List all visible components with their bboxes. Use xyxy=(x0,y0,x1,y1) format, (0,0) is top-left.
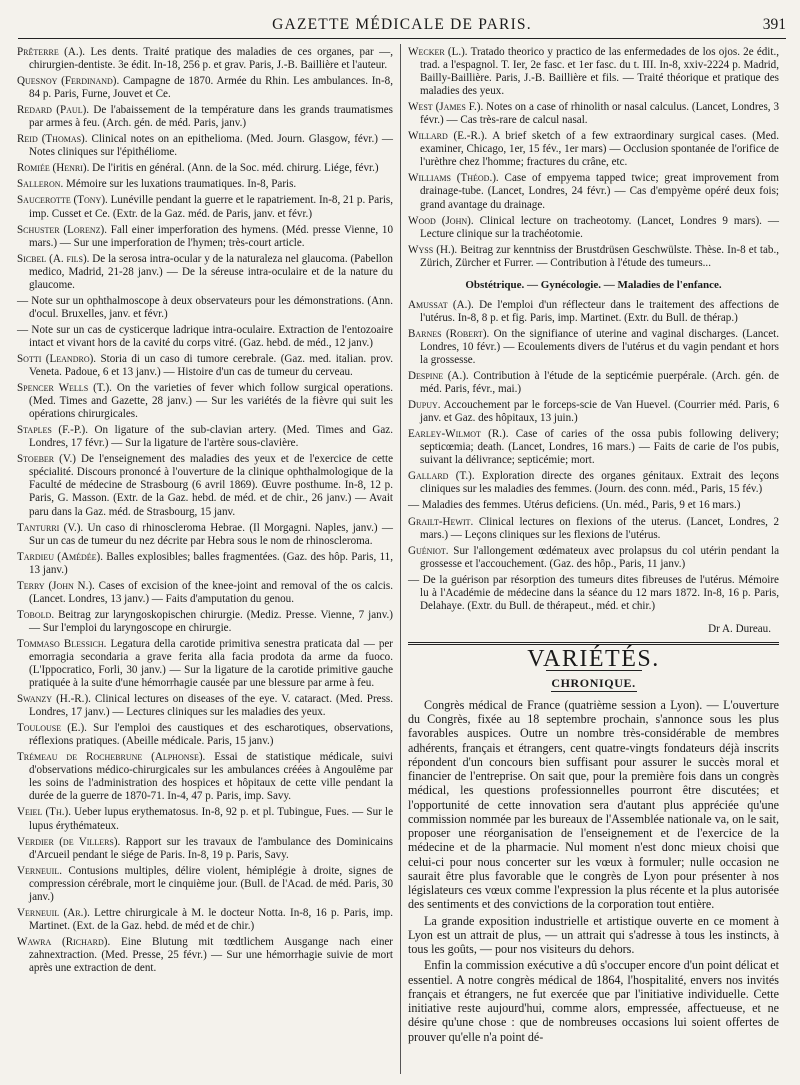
chronique-underline xyxy=(551,691,637,692)
bibliography-entry xyxy=(17,382,393,421)
entry-author: Wood (John). xyxy=(408,214,474,227)
entry-author: Sotti (Leandro). xyxy=(17,352,97,365)
entry-author: Willard (E.-R.). xyxy=(408,130,488,143)
column-divider xyxy=(400,44,401,1074)
entry-author: Trémeau de Rochebrune (Alphonse). xyxy=(17,751,206,764)
entry-author: Spencer Wells (T.). xyxy=(17,382,112,395)
bibliography-entry xyxy=(408,428,779,467)
bibliography-entry xyxy=(17,194,393,220)
entry-text: — Maladies des femmes. Utérus deficiens. (Un. méd., Paris, 9 et 16 mars.) xyxy=(408,499,741,512)
bibliography-entry xyxy=(408,46,779,98)
entry-text: De l'iritis en général. (Ann. de la Soc. méd. chirurg. Liége, févr.) xyxy=(89,162,379,175)
right-entries-bottom xyxy=(408,299,779,613)
bibliography-entry xyxy=(408,328,779,367)
entry-text: Campagne de 1870. Armée du Rhin. Les ambulances. In-8, 84 p. Paris, Furne, Jouvet et Ce. xyxy=(29,75,393,101)
entry-text: Clinical notes on an epithelioma. (Med. Journ. Glasgow, févr.) — Notes cliniques sur l'épithéliome. xyxy=(29,133,393,159)
entry-text: On ligature of the sub-clavian artery. (Med. Times and Gaz. Londres, 17 févr.) — Sur la ligature de l'artère sous-clavière. xyxy=(29,424,393,450)
bibliography-entry xyxy=(408,370,779,396)
entry-text: Case of caries of the ossa pubis following delivery; septicœmia; death. (Lancet, Londres, 16 mars.) — Faits de carie de l'os pubis, suivant la délivrance; septicémie; mort. xyxy=(420,428,779,467)
bibliography-entry xyxy=(17,638,393,690)
right-entries-top xyxy=(408,46,779,270)
entry-text: De l'abaissement de la température dans les grands traumatismes par armes à feu. (Arch. gén. de méd. Paris, janv.) xyxy=(29,104,393,130)
bibliography-entry xyxy=(408,215,779,241)
chronique-paragraph: Congrès médical de France (quatrième session a Lyon). — L'ouverture du Congrès, fixée au 18 septembre prochain, s'annonce sous les plus favorables auspices. Outre un nombre très-considérable de membres adhérents, français et étrangers, cent quatre-vingts fondateurs déjà inscrits répondent d'un concours bien suffisant pour assurer le succès moral et financier de l'entreprise. On sait que, pour la première fois dans un congrès médical, les questions professionnelles pourront être discutées; et l'opportunité de cette innovation sera d'autant plus appréciée qu'une commission nommée par les bureaux de l'Assemblée nationale va, on le sait, proposer une réorganisation de l'enseignement et de l'exercice de la médecine et de la pharmacie. Nul moment n'est donc mieux choisi que celui-ci pour nous concerter sur les vœux à formuler; nulle occasion ne saurait être plus favorable que le congrès de Lyon pour présenter à nos législateurs ces vœux comme l'expression la plus récente et la plus autorisée des sentiments et des convictions de la corporation tout entière. xyxy=(408,697,779,912)
entry-author: Williams (Théod.). xyxy=(408,172,499,185)
bibliography-entry xyxy=(408,101,779,127)
entry-text: A brief sketch of a few extraordinary surgical cases. (Med. examiner, Chicago, 1er, 15 fév., 1er mars) — Occlusion spontanée de l'orifice de l'urèthre chez l'homme; fractures du crâne, etc. xyxy=(420,130,779,169)
chronique-paragraph: La grande exposition industrielle et artistique ouverte en ce moment à Lyon est un attrait de plus, — un attrait qui s'adresse à tous les instincts, à tous les goûts, — pour nos visiteurs du dehors. xyxy=(408,913,779,957)
entry-text: Notes on a case of rhinolith or nasal calculus. (Lancet, Londres, 3 févr.) — Cas très-rare de calcul nasal. xyxy=(420,101,779,127)
entry-author: Verneuil. xyxy=(17,864,62,877)
entry-text: Sur l'allongement œdémateux avec prolapsus du col utérin pendant la grossesse et l'accouchement. (Gaz. des hôp., Paris, 11 janv.) xyxy=(420,544,779,570)
section-rule xyxy=(408,642,779,645)
bibliography-entry xyxy=(17,46,393,72)
entry-author: Earley-Wilmot (R.). xyxy=(408,428,509,441)
bibliography-entry xyxy=(17,722,393,748)
bibliography-entry xyxy=(408,399,779,425)
bibliography-entry xyxy=(17,806,393,832)
entry-author: Reid (Thomas). xyxy=(17,133,88,146)
entry-author: Stoeber (V.) xyxy=(17,453,76,466)
entry-text: De l'emploi d'un réflecteur dans le traitement des affections de l'utérus. In-8, 8 p. et fig. Paris, imp. Martinet. (Extr. du Bull. de thérap.) xyxy=(420,298,779,324)
bibliography-entry xyxy=(408,574,779,613)
entry-text: De l'enseignement des maladies des yeux et de l'exercice de cette spécialité. Discours prononcé à l'ouverture de la clinique ophthalmologique de la Faculté de médecine de Strasbourg (6 avril 1869). Œuvre posthume. In-8, 12 p. Paris, G. Masson. (Extr. de la Gaz. hebd. de méd. et de chir., 26 janv.) — Avait paru dans la Gaz. méd. de Strasbourg, 15 janv. xyxy=(29,453,393,518)
entry-text: Legatura della carotide primitiva senestra praticata dal — per emorragia secondaria a grave ferita alla facia prodota da arme da fuoco. (L'Ippocratico, Forli, 30 janv.) — Sur la ligature de la carotide primitive gauche pratiquée à la suite d'une hémorrhagie causée par une blessure par arme à feu. xyxy=(29,637,394,690)
bibliography-entry xyxy=(408,172,779,211)
bibliography-entry xyxy=(408,545,779,571)
bibliography-entry xyxy=(408,499,779,512)
bibliography-entry xyxy=(17,865,393,904)
varietes-title: VARIÉTÉS. xyxy=(527,645,660,672)
entry-text: Contribution à l'étude de la septicémie puerpérale. (Arch. gén. de méd. Paris, févr., mai.) xyxy=(420,370,779,396)
bibliography-entry xyxy=(17,936,393,975)
bibliography-entry xyxy=(17,424,393,450)
journal-title: GAZETTE MÉDICALE DE PARIS. xyxy=(272,16,532,33)
entry-text: Tratado theorico y practico de las enfermedades de los ojos. 2e édit., trad. a l'espagnol. T. Ier, 2e fasc. et 1er fasc. du t. III. In-8, xxiv-2224 p. Madrid, Bailly-Baillière. Paris, J.-B. Baillière et fils. — Traité théorique et pratique des maladies des yeux. xyxy=(420,46,779,98)
bibliography-entry xyxy=(17,224,393,250)
entry-author: Prêterre (A.). xyxy=(17,46,86,58)
entry-text: Exploration directe des organes génitaux. Extrait des leçons cliniques sur les maladies des femmes. (Journ. des conn. méd., Paris, 15 fév.) xyxy=(420,470,779,496)
entry-author: West (James F.). xyxy=(408,101,484,114)
bibliography-entry xyxy=(17,133,393,159)
bibliography-entry xyxy=(17,751,393,803)
entry-text: Accouchement par le forceps-scie de Van Huevel. (Courrier méd. Paris, 6 janv. et Gaz. des hôpitaux, 13 juin.) xyxy=(420,399,779,425)
entry-text: Cases of excision of the knee-joint and removal of the os calcis. (Lancet. Londres, 13 janv.) — Faits d'amputation du genou. xyxy=(29,579,393,605)
bibliography-entry xyxy=(17,353,393,379)
entry-text: Rapport sur les travaux de l'ambulance des Dominicains d'Arcueil pendant le siége de Paris. In-8, 19 p. Paris, Savy. xyxy=(29,835,393,861)
entry-author: Romiée (Henri). xyxy=(17,162,90,175)
chronique-title: CHRONIQUE. xyxy=(551,675,636,690)
entry-author: Tobold. xyxy=(17,608,55,621)
entry-text: Les dents. Traité pratique des maladies de ces organes, par —, chirurgien-dentiste. 3e édit. In-18, 256 p. et grav. Paris, J.-B. Baillière et l'auteur. xyxy=(29,46,393,72)
entry-text: — De la guérison par résorption des tumeurs dites fibreuses de l'utérus. Mémoire lu à l'Académie de médecine dans la séance du 12 mars 1872. In-8, 16 p. Paris, Delahaye. (Extr. du Bull. de thérapeut., méd. et chir.) xyxy=(408,573,779,612)
entry-text: Balles explosibles; balles fragmentées. (Gaz. des hôp. Paris, 11, 13 janv.) xyxy=(29,550,393,576)
entry-text: On the varieties of fever which follow surgical operations. (Med. Times and Gazette, 28 janv.) — Sur les variétés de la fièvre qui suit les opérations chirurgicales. xyxy=(29,382,393,421)
entry-text: Lunéville pendant la guerre et le rapatriement. In-8, 21 p. Paris, imp. Cusset et Ce. (Extr. de la Gaz. méd. de Paris, janv. et févr.) xyxy=(29,194,393,220)
bibliography-entry xyxy=(408,516,779,542)
page-number: 391 xyxy=(762,16,786,33)
entry-author: Grailt-Hewit. xyxy=(408,515,474,528)
entry-author: Redard (Paul). xyxy=(17,104,90,117)
page-header xyxy=(18,14,786,39)
entry-author: Despine (A.). xyxy=(408,370,469,383)
bibliography-entry xyxy=(408,130,779,169)
entry-text: — Note sur un ophthalmoscope à deux observateurs pour les démonstrations. (Ann. d'ocul. Bruxelles, janv. et févr.) xyxy=(17,294,393,320)
entry-text: Lettre chirurgicale à M. le docteur Notta. In-8, 16 p. Paris, imp. Martinet. (Ext. de la Gaz. hebd. de méd et de chir.) xyxy=(29,906,393,932)
entry-text: De la serosa intra-ocular y de la naturaleza nel glaucoma. (Pabellon medico, Madrid, 21-28 janv.) — De la séreuse intra-oculaire et de la nature du glaucome. xyxy=(29,252,393,291)
entry-author: Swanzy (H.-R.). xyxy=(17,693,91,706)
bibliography-entry xyxy=(17,324,393,350)
entry-author: Wawra (Richard). xyxy=(17,935,111,948)
bibliography-entry xyxy=(17,104,393,130)
bibliography-entry xyxy=(17,836,393,862)
entry-author: Tanturri (V.). xyxy=(17,521,84,534)
entry-author: Verneuil (Ar.). xyxy=(17,906,90,919)
bibliography-entry xyxy=(17,75,393,101)
bibliography-entry xyxy=(17,580,393,606)
entry-author: Gallard (T.). xyxy=(408,470,475,483)
entry-text: Beitrag zur kenntniss der Brustdrüsen Geschwülste. Thèse. In-8 et tab., Zürich, Zürcher et Furrer. — Contribution à l'étude des tumeurs... xyxy=(420,243,779,269)
bibliography-entry xyxy=(17,253,393,292)
entry-text: Storia di un caso di tumore cerebrale. (Gaz. med. italian. prov. Veneta. Padoue, 6 et 13 janv.) — Histoire d'un cas de tumeur du cerveau. xyxy=(29,352,393,379)
entry-author: Saucerotte (Tony). xyxy=(17,194,108,207)
bibliography-entry xyxy=(17,162,393,175)
bibliography-entry xyxy=(17,522,393,548)
right-column xyxy=(408,46,779,1046)
entry-author: Barnes (Robert). xyxy=(408,327,490,340)
entry-author: Sicbel (A. fils). xyxy=(17,252,90,265)
bibliography-entry xyxy=(408,244,779,270)
entry-author: Schuster (Lorenz). xyxy=(17,223,107,236)
chronique-paragraph: Enfin la commission exécutive a dû s'occuper encore d'un point délicat et essentiel. A notre congrès médical de 1864, l'hospitalité, envers nos invités français et étrangers, ne fut exercée que par l'initiative individuelle. Cette initiative reste aujourd'hui, comme alors, empressée, affectueuse, et ne désire qu'une chose : que de nombreuses occasions lui soient offertes de prouver qu'elle n'a point dé- xyxy=(408,958,779,1044)
section-title: Obstétrique. — Gynécologie. — Maladies de l'enfance. xyxy=(465,278,722,291)
signature: Dr A. Dureau. xyxy=(708,622,771,635)
entry-text: Ueber lupus erythematosus. In-8, 92 p. et pl. Tubingue, Fues. — Sur le lupus érythémateux. xyxy=(29,806,393,832)
entry-text: Beitrag zur laryngoskopischen chirurgie. (Mediz. Presse. Vienne, 7 janv.) — Sur l'emploi du laryngoscope en chirurgie. xyxy=(29,608,393,634)
entry-author: Guéniot. xyxy=(408,544,449,557)
entry-text: Mémoire sur les luxations traumatiques. In-8, Paris. xyxy=(63,178,297,191)
entry-text: — Note sur un cas de cysticerque ladrique intra-oculaire. Extraction de l'entozoaire intact et vivant hors de la cavité du corps vitré. (Gaz. hebd. de méd., 12 janv.) xyxy=(17,323,393,349)
left-column xyxy=(17,46,393,978)
entry-text: Case of empyema tapped twice; great improvement from drainage-tube. (Lancet, Londres, 24 févr.) — Cas d'empyème opéré deux fois; grand avantage du drainage. xyxy=(420,172,779,211)
entry-text: Contusions multiples, délire violent, hémiplégie à droite, signes de compression cérébrale, mort le cinquième jour. (Bull. de l'Acad. de méd. Paris, 30 janv.) xyxy=(29,864,393,903)
entry-text: On the signifiance of uterine and vaginal discharges. (Lancet. Londres, 10 févr.) — Ecoulements divers de l'utérus et du vagin pendant et hors la grossesse. xyxy=(420,327,780,366)
entry-author: Tardieu (Amédée). xyxy=(17,550,103,563)
bibliography-entry xyxy=(17,453,393,518)
entry-author: Veiel (Th.). xyxy=(17,806,71,819)
entry-author: Staples (F.-P.). xyxy=(17,424,88,437)
entry-author: Tommaso Blessich. xyxy=(17,637,107,650)
bibliography-entry xyxy=(408,470,779,496)
bibliography-entry xyxy=(17,907,393,933)
entry-author: Terry (John N.). xyxy=(17,579,95,592)
bibliography-entry xyxy=(17,295,393,321)
entry-author: Wecker (L.). xyxy=(408,46,468,58)
entry-text: Fall einer imperforation des hymens. (Méd. presse Vienne, 10 mars.) — Sur une imperforation de l'hymen; très-court article. xyxy=(29,223,393,249)
entry-text: Essai de statistique médicale, suivi d'observations médico-chirurgicales sur les ambulances créées à Angoulême par les soins de l'administration des hospices et hôpitaux de cette ville pendant la durée de la guerre de 1870-71. In-4, 47 p. Paris, imp. Savy. xyxy=(29,751,393,803)
entry-author: Toulouse (E.). xyxy=(17,722,87,735)
bibliography-entry xyxy=(17,693,393,719)
bibliography-entry xyxy=(408,299,779,325)
entry-text: Un caso di rhinoscleroma Hebrae. (Il Morgagni. Naples, janv.) — Sur un cas de tumeur du nez décrite par Hebra sous le nom de rhinoscleroma. xyxy=(29,521,393,547)
bibliography-entry xyxy=(17,609,393,635)
entry-author: Wyss (H.). xyxy=(408,243,458,256)
entry-author: Dupuy. xyxy=(408,399,441,412)
entry-author: Amussat (A.). xyxy=(408,298,474,311)
entry-text: Clinical lecture on tracheotomy. (Lancet, Londres 9 mars). — Lecture clinique sur la trachéotomie. xyxy=(420,214,780,240)
entry-author: Quesnoy (Ferdinand). xyxy=(17,75,120,88)
entry-author: Verdier (de Villers). xyxy=(17,835,121,848)
bibliography-entry xyxy=(17,551,393,577)
entry-author: Salleron. xyxy=(17,178,64,191)
entry-text: Eine Blutung mit tœdtlichem Ausgange nach einer zahnextraction. (Med. Presse, 25 févr.) — Sur une hémorrhagie suivie de mort après une extraction de dent. xyxy=(29,935,393,974)
entry-text: Clinical lectures on flexions of the uterus. (Lancet, Londres, 2 mars.) — Leçons cliniques sur les flexions de l'utérus. xyxy=(420,515,779,541)
entry-text: Clinical lectures on diseases of the eye. V. cataract. (Med. Press. Londres, 17 janv.) — Lectures cliniques sur les maladies des yeux. xyxy=(29,693,393,719)
entry-text: Sur l'emploi des caustiques et des escharotiques, observations, réflexions pratiques. (Abeille médicale. Paris, 15 janv.) xyxy=(29,722,393,748)
bibliography-entry xyxy=(17,178,393,191)
chronique-body xyxy=(408,698,779,1044)
